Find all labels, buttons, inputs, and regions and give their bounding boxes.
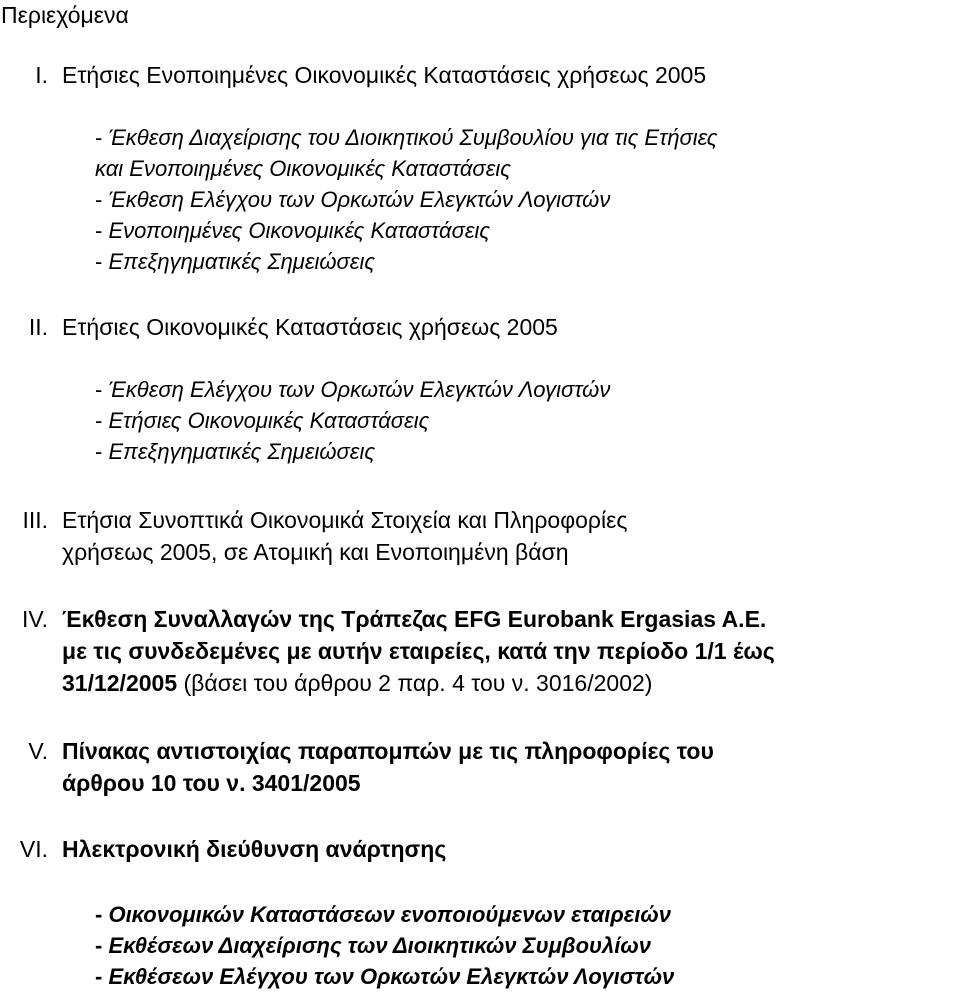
section-numeral: III. — [22, 507, 48, 533]
section-numeral: V. — [28, 738, 48, 764]
section-title-suffix: (βάσει του άρθρου 2 παρ. 4 του ν. 3016/2002) — [183, 670, 653, 696]
section-title-line: Έκθεση Συναλλαγών της Τράπεζας EFG Eurobank Ergasias A.E. — [62, 606, 767, 632]
section-item-list — [95, 122, 955, 277]
section-title — [62, 59, 960, 91]
list-item: - Έκθεση Ελέγχου των Ορκωτών Ελεγκτών Λογιστών — [95, 187, 611, 212]
section-title-line: χρήσεως 2005, σε Ατομική και Ενοποιημένη βάση — [62, 539, 569, 565]
section-title — [62, 833, 960, 865]
section-title — [62, 311, 960, 343]
list-item: - Εκθέσεων Ελέγχου των Ορκωτών Ελεγκτών Λογιστών — [95, 964, 675, 989]
section-numeral: VI. — [19, 836, 48, 862]
section-title-line: Ετήσιες Ενοποιημένες Οικονομικές Καταστάσεις χρήσεως 2005 — [62, 62, 707, 88]
list-item: - Έκθεση Διαχείρισης του Διοικητικού Συμβουλίου για τις Ετήσιες — [95, 125, 718, 150]
section-title-line: 31/12/2005 (βάσει του άρθρου 2 παρ. 4 του ν. 3016/2002) — [62, 670, 653, 696]
list-item: - Επεξηγηματικές Σημειώσεις — [95, 439, 376, 464]
section-title — [62, 504, 960, 568]
list-item: - Εκθέσεων Διαχείρισης των Διοικητικών Συμβουλίων — [95, 933, 651, 958]
section-title-line: με τις συνδεδεμένες με αυτήν εταιρείες, κατά την περίοδο 1/1 έως — [62, 638, 775, 664]
list-item: - Επεξηγηματικές Σημειώσεις — [95, 249, 376, 274]
list-item: - Ενοποιημένες Οικονομικές Καταστάσεις — [95, 218, 491, 243]
section-item-list — [95, 374, 955, 467]
section-title-line: άρθρου 10 του ν. 3401/2005 — [62, 770, 361, 796]
section-title — [62, 735, 960, 799]
section-title-line: Ηλεκτρονική διεύθυνση ανάρτησης — [62, 836, 447, 862]
section-title-line: Ετήσια Συνοπτικά Οικονομικά Στοιχεία και Πληροφορίες — [62, 507, 628, 533]
list-item: - Ετήσιες Οικονομικές Καταστάσεις — [95, 408, 430, 433]
section-numeral: IV. — [21, 606, 48, 632]
section-title — [62, 603, 960, 699]
page-title: Περιεχόμενα — [1, 2, 129, 28]
list-item: - Έκθεση Ελέγχου των Ορκωτών Ελεγκτών Λογιστών — [95, 377, 611, 402]
list-item-continuation: και Ενοποιημένες Οικονομικές Καταστάσεις — [95, 156, 511, 181]
section-title-line: Πίνακας αντιστοιχίας παραπομπών με τις πληροφορίες του — [62, 738, 714, 764]
section-numeral: II. — [28, 314, 48, 340]
section-item-list — [95, 899, 955, 992]
list-item: - Οικονομικών Καταστάσεων ενοποιούμενων εταιρειών — [95, 902, 671, 927]
section-numeral: I. — [35, 62, 48, 88]
section-title-line: Ετήσιες Οικονομικές Καταστάσεις χρήσεως 2005 — [62, 314, 558, 340]
